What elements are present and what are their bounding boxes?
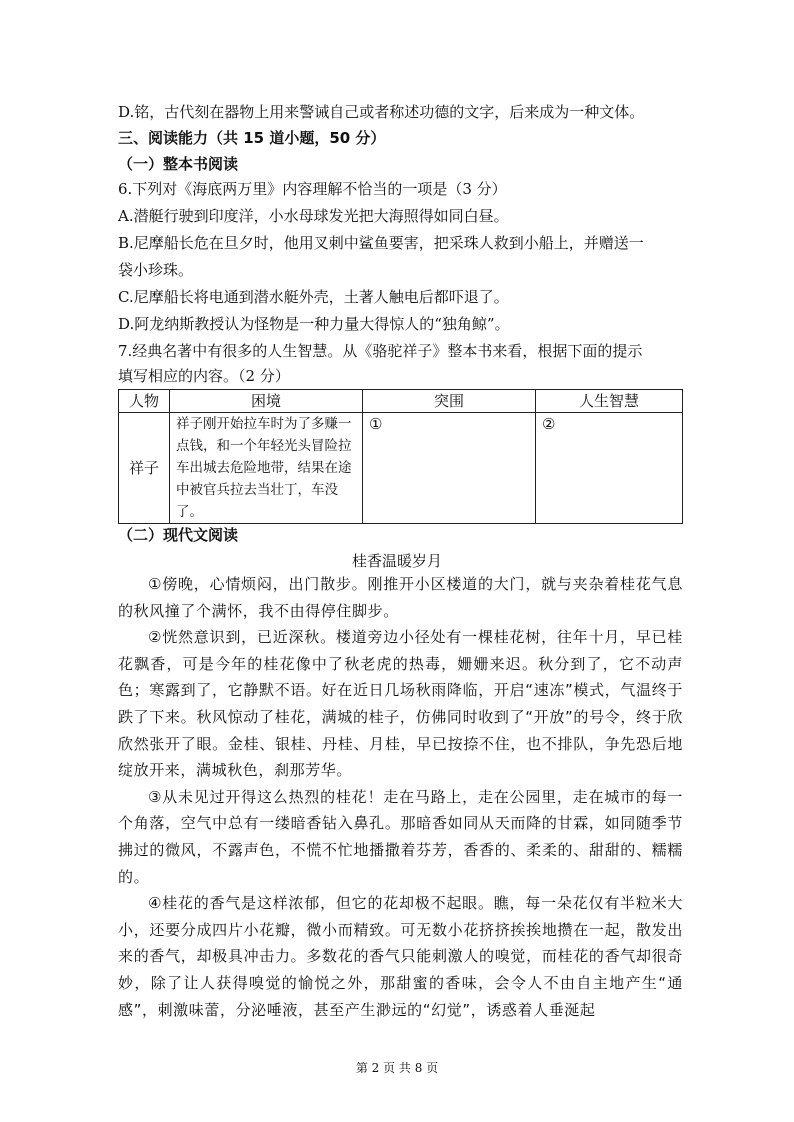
- difficulty-line: 点钱，和一个年轻光头冒险拉: [176, 438, 352, 454]
- q6-option-b-line2: 袋小珍珠。: [118, 261, 194, 279]
- q6-option-c: C.尼摩船长将电通到潜水艇外壳，土著人触电后都吓退了。: [118, 288, 509, 306]
- item-d: D.铭，古代刻在器物上用来警诫自己或者称述功德的文字，后来成为一种文体。: [118, 103, 645, 121]
- header-difficulty: 困境: [170, 390, 363, 413]
- difficulty-line: 中被官兵拉去当壮丁，车没了。: [176, 482, 338, 520]
- table-row: [119, 413, 683, 524]
- essay-title: 桂香温暖岁月: [351, 552, 442, 570]
- section3-heading: 三、阅读能力（共 15 道小题，50 分）: [118, 129, 386, 147]
- table-header-row: [119, 390, 683, 413]
- essay-paragraph: ①傍晚，心情烦闷，出门散步。刚推开小区楼道的大门，就与夹杂着桂花气息的秋风撞了个满怀，我不由得停住脚步。: [118, 575, 683, 620]
- cell-wisdom[interactable]: ②: [536, 413, 683, 524]
- q7-stem-line2: 填写相应的内容。（2 分）: [118, 367, 290, 385]
- header-person: 人物: [119, 390, 170, 413]
- cell-person: 祥子: [119, 413, 170, 524]
- wisdom-table: [118, 389, 683, 524]
- essay-paragraph: ④桂花的香气是这样浓郁，但它的花却极不起眼。瞧，每一朵花仅有半粒米大小，还要分成四片小花瓣，微小而精致。可无数小花挤挤挨挨地攒在一起，散发出来的香气，却极具冲击力。多数花的香气只能刺激人的嗅觉，而桂花的香气却很奇妙，除了让人获得嗅觉的愉悦之外，那甜蜜的香味，会令人不由自主地产生“通感”，刺激味蕾，分泌唾液，甚至产生渺远的“幻觉”，诱惑着人垂涎起: [118, 894, 683, 1019]
- q6-option-a: A.潜艇行驶到印度洋，小水母球发光把大海照得如同白昼。: [118, 207, 509, 225]
- difficulty-line: 车出城去危险地带，结果在途: [176, 460, 352, 476]
- essay-paragraph: ②恍然意识到，已近深秋。楼道旁边小径处有一棵桂花树，往年十月，早已桂花飘香，可是今年的桂花像中了秋老虎的热毒，姗姗来迟。秋分到了，它不动声色；寒露到了，它静默不语。好在近日几场秋雨降临，开启“速冻”模式，气温终于跌了下来。秋风惊动了桂花，满城的桂子，仿佛同时收到了“开放”的号令，终于欣欣然张开了眼。金桂、银桂、丹桂、月桂，早已按捺不住，也不排队，争先恐后地绽放开来，满城秋色，刹那芳华。: [118, 628, 683, 780]
- difficulty-line: 祥子刚开始拉车时为了多赚一: [176, 416, 352, 432]
- cell-difficulty: [170, 413, 363, 524]
- q6-option-b-line1: B.尼摩船长危在旦夕时，他用叉刺中鲨鱼要害，把采珠人救到小船上，并赠送一: [118, 234, 644, 252]
- q7-stem-line1: 7.经典名著中有很多的人生智慧。从《骆驼祥子》整本书来看，根据下面的提示: [118, 342, 643, 360]
- cell-breakout[interactable]: ①: [363, 413, 536, 524]
- page-footer: 第 2 页 共 8 页: [355, 1061, 439, 1075]
- header-wisdom: 人生智慧: [536, 390, 683, 413]
- part1-heading: （一）整本书阅读: [118, 155, 239, 173]
- q6-stem: 6.下列对《海底两万里》内容理解不恰当的一项是（3 分）: [118, 180, 507, 198]
- essay-body: [118, 571, 683, 1023]
- header-breakout: 突围: [363, 390, 536, 413]
- essay-paragraph: ③从未见过开得这么热烈的桂花！走在马路上，走在公园里，走在城市的每一个角落，空气中总有一缕暗香钻入鼻孔。那暗香如同从天而降的甘霖，如同随季节拂过的微风，不露声色，不慌不忙地播撒着芬芳，香香的、柔柔的、甜甜的、糯糯的。: [118, 787, 683, 886]
- part2-heading: （二）现代文阅读: [118, 526, 239, 544]
- q6-option-d: D.阿龙纳斯教授认为怪物是一种力量大得惊人的“独角鲸”。: [118, 315, 510, 333]
